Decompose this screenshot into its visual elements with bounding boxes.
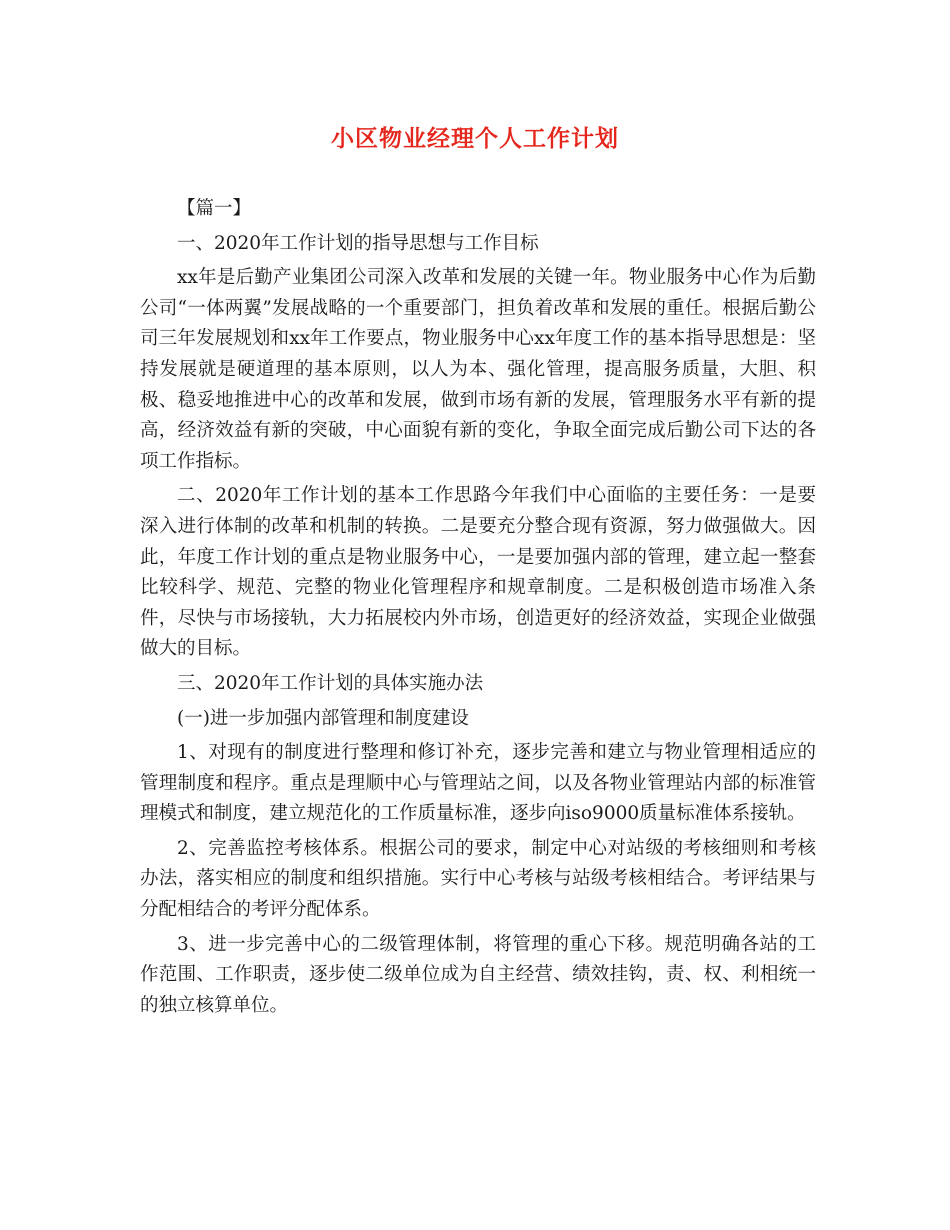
paragraph-guiding-ideas: xx年是后勤产业集团公司深入改革和发展的关键一年。物业服务中心作为后勤公司“一体两翼”发展战略的一个重要部门，担负着改革和发展的重任。根据后勤公司三年发展规划和xx年工作要点，物业服务中心xx年度工作的基本指导思想是：坚持发展就是硬道理的基本原则，以人为本、强化管理，提高服务质量，大胆、积极、稳妥地推进中心的改革和发展，做到市场有新的发展，管理服务水平有新的提高，经济效益有新的突破，中心面貌有新的变化，争取全面完成后勤公司下达的各项工作指标。	[140, 267, 816, 472]
paragraph-item-1: 1、对现有的制度进行整理和修订补充，逐步完善和建立与物业管理相适应的管理制度和程序。重点是理顺中心与管理站之间，以及各物业管理站内部的标准管理模式和制度，建立规范化的工作质量标准，逐步向iso9000质量标准体系接轨。	[140, 742, 816, 825]
document-body	[140, 194, 816, 1025]
document-title: 小区物业经理个人工作计划	[331, 125, 619, 152]
paragraph-item-3: 3、进一步完善中心的二级管理体制，将管理的重心下移。规范明确各站的工作范围、工作职责，逐步使二级单位成为自主经营、绩效挂钩，责、权、利相统一的独立核算单位。	[140, 933, 816, 1016]
subheading-1: (一)进一步加强内部管理和制度建设	[177, 707, 469, 729]
heading-1: 一、2020年工作计划的指导思想与工作目标	[177, 232, 539, 254]
section-marker: 【篇一】	[177, 198, 252, 219]
paragraph-item-2: 2、完善监控考核体系。根据公司的要求，制定中心对站级的考核细则和考核办法，落实相应的制度和组织措施。实行中心考核与站级考核相结合。考评结果与分配相结合的考评分配体系。	[140, 837, 816, 921]
paragraph-work-approach: 二、2020年工作计划的基本工作思路今年我们中心面临的主要任务：一是要深入进行体制的改革和机制的转换。二是要充分整合现有资源，努力做强做大。因此，年度工作计划的重点是物业服务中心，一是要加强内部的管理，建立起一整套比较科学、规范、完整的物业化管理程序和规章制度。二是积极创造市场准入条件，尽快与市场接轨，大力拓展校内外市场，创造更好的经济效益，实现企业做强做大的目标。	[140, 485, 816, 660]
heading-3: 三、2020年工作计划的具体实施办法	[177, 672, 484, 694]
